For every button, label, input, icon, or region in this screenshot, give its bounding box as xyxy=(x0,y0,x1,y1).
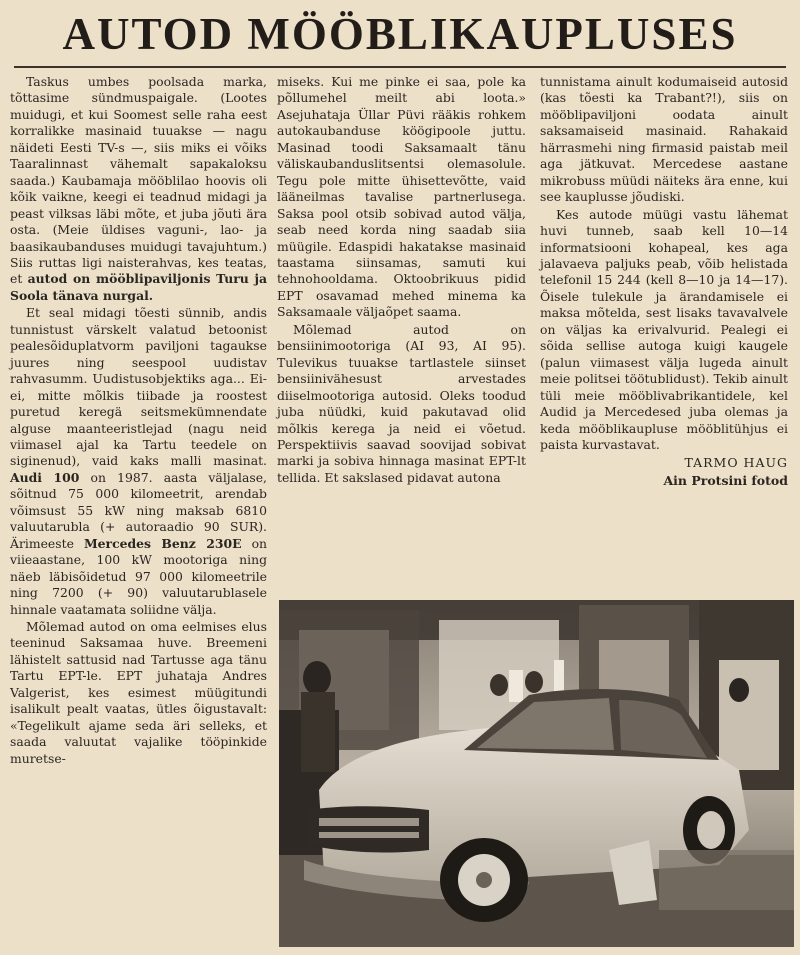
paragraph: Kes autode müügi vastu lähemat huvi tunneb, saab kell 10—14 informatsiooni kohapeal, kes aga jalavaeva paljuks peab, võib helistada telefonil 15 244 (kell 8—10 ja 14—17). Õisele tulekule ja ärandamisele ei maksa mõtelda, sest lisaks tavavalvele on väljas ka erivalvurid. Pealegi ei sõida sellise autoga kuigi kaugele (palun viimasest välja lugeda ainult meie politsei töötublidust). Tekib ainult tüli meie mööblivabrikantidele, kel Audid ja Mercedesed juba olemas ja keda mööblikaupluse mööblitühjus ei paista kurvastavat. xyxy=(540,206,788,452)
paragraph: tunnistama ainult kodumaiseid autosid (kas tõesti ka Trabant?!), siis on mööblipaviljoni oodata ainult saksamaiseid masinaid. Rahakaid härrasmehi ning firmasid paistab meil aga jätkuvat. Mercedese aastane mikrobuss müüdi näiteks ära enne, kui see kauplusse jõudiski. xyxy=(540,74,788,205)
text-column-1 xyxy=(10,74,267,767)
car-showroom-photo xyxy=(279,600,794,947)
article-photo xyxy=(279,600,794,947)
paragraph: Et seal midagi tõesti sünnib, andis tunnistust värskelt valatud betoonist pealesõiduplatvorm paviljoni tagaukse juures ning seespool uudistav rahvasumm. Uudistusobjektiks aga... Ei-ei, mitte mõlkis tiibade ja roostest puretud keregä seitsmekümnendate alguse maanteeristlejad (nagu neid viimasel ajal ka Tartu teedele on siginenud), vaid kaks malli masinat. Audi 100 on 1987. aasta väljalase, sõitnud 75 000 kilomeetrit, arendab võimsust 55 kW ning maksab 6810 valuutarubla (+ autoraadio 90 SUR). Ärimeeste Mercedes Benz 230E on viieaastane, 100 kW mootoriga ning näeb läbisõidetud 97 000 kilomeetrile ning 7200 (+ 90) valuutarublasele hinnale vaatamata soliidne välja. xyxy=(10,305,268,617)
text-column-3 xyxy=(540,74,788,489)
article-headline: AUTOD MÖÖBLIKAUPLUSES xyxy=(62,9,738,59)
paragraph: Mõlemad autod on bensiinimootoriga (AI 93, AI 95). Tulevikus tuuakse tartlastele siinset bensiinivähesust arvestades diiselmootoriga autosid. Oleks toodud juba nüüdki, kuid pakutavad olid mõlkis kerega ja neid ei võetud. Perspektiivis saavad soovijad sobivat marki ja sobiva hinnaga masinat EPT-lt tellida. Et sakslased pidavat autona xyxy=(277,321,526,485)
photo-credit: Ain Protsini fotod xyxy=(663,473,788,489)
paragraph: miseks. Kui me pinke ei saa, pole ka põllumehel meilt abi loota.» Asejuhataja Üllar Püvi rääkis rohkem autokaubanduse köögipoole juttu. Masinad toodi Saksamaalt tänu väliskaubanduslitsentsi olemasolule. Tegu pole mitte ühisettevõtte, vaid lääneilmas tavalise partnerlusega. Saksa pool otsib sobivad autod välja, seab need korda ning saadab siia müügile. Edaspidi hakatakse masinaid taastama siinsamas, samuti kui tehnohooldama. Oktoobrikuus pidid EPT osavamad mehed minema ka Saksamaale väljaõpet saama. xyxy=(277,74,526,320)
paragraph: Taskus umbes poolsada marka, tõttasime sündmuspaigale. (Lootes muidugi, et kui Soomest selle raha eest korralikke masinaid tuuakse — nagu näideti Eesti TV-s —, siis miks ei võiks Taaralinnast vähemalt sapakaloksu saada.) Kaubamaja mööblilao hoovis oli kõik vaikne, keegi ei teadnud midagi ja peast vilksas läbi mõte, et juba jõuti ära osta. (Meie üldises vaguni-, lao- ja baasikaubanduses muidugi tavajuhtum.) Siis ruttas ligi naisterahvas, kes teatas, et autod on mööblipaviljonis Turu ja Soola tänava nurgal. xyxy=(10,74,267,303)
headline-rule xyxy=(14,66,786,68)
text-column-2 xyxy=(277,74,526,486)
author-byline: TARMO HAUG xyxy=(684,455,788,471)
paragraph: Mõlemad autod on oma eelmises elus teeninud Saksamaa huve. Breemeni lähistelt sattusid nad Tartusse aga tänu Tartu EPT-le. EPT juhataja Andres Valgerist, kes esimest müügitundi isalikult pealt vaatas, ütles õigustavalt: «Tegelikult ajame seda äri selleks, et saada valuutat vajalike tööpinkide muretse- xyxy=(10,618,267,766)
